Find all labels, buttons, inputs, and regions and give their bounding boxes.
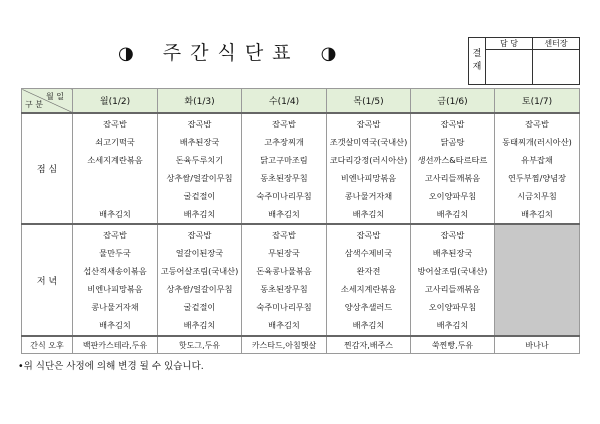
menu-item: 방어살조림(국내산): [417, 266, 488, 276]
menu-item: 쇠고기떡국: [95, 137, 135, 147]
menu-item: 배추김치: [99, 320, 131, 330]
dinner-cell: [158, 224, 242, 336]
menu-item: 돈육콩나물볶음: [256, 266, 312, 276]
menu-item: 양상추샐러드: [344, 302, 393, 312]
dinner-row: [22, 224, 580, 336]
day-header: 월(1/2): [73, 89, 158, 114]
menu-table: [21, 88, 580, 354]
approval-sign-staff[interactable]: [486, 50, 533, 85]
menu-item: 섭산적새송이볶음: [83, 266, 147, 276]
menu-item: 숙주미나리무침: [256, 191, 312, 201]
menu-item: 배추김치: [352, 209, 385, 219]
menu-item: 배추김치: [521, 209, 553, 219]
lunch-cell: [242, 113, 327, 224]
menu-item: 삼색수제비국: [344, 248, 393, 258]
snack-cell: 카스타드,아침햇살: [242, 336, 327, 354]
menu-item: 잡곡밥: [356, 230, 381, 240]
menu-item: 배추김치: [183, 320, 216, 330]
menu-item: 연두부찜/양념장: [507, 173, 567, 183]
menu-item: 배추된장국: [179, 137, 220, 147]
menu-item: 콩나물거자채: [344, 191, 393, 201]
lunch-cell: [411, 113, 495, 224]
menu-item: 잡곡밥: [103, 119, 127, 129]
menu-item: 고사리들깨볶음: [424, 284, 481, 294]
snack-cell: 백판카스테라,두유: [73, 336, 158, 354]
approval-label: 결재: [469, 38, 486, 85]
snack-cell: 쑥찐빵,두유: [411, 336, 495, 354]
menu-item: 굴겉절이: [183, 191, 216, 201]
menu-item: 배추김치: [268, 320, 300, 330]
menu-item: 소세지계란볶음: [87, 155, 143, 165]
lunch-cell: [73, 113, 158, 224]
corner-top-label: 월 일: [46, 92, 64, 101]
menu-item: 상추쌈/얼갈이무침: [166, 284, 233, 294]
day-header: 토(1/7): [495, 89, 580, 114]
menu-item: 잡곡밥: [272, 119, 296, 129]
dinner-cell: [73, 224, 158, 336]
menu-item: 오이양파무침: [428, 191, 477, 201]
lunch-row: [22, 113, 580, 224]
title-text: 주간식단표: [162, 42, 300, 64]
menu-item: 잡곡밥: [187, 230, 212, 240]
menu-item: 배추김치: [352, 320, 385, 330]
menu-item: 잡곡밥: [356, 119, 381, 129]
day-header: 수(1/4): [242, 89, 327, 114]
menu-item: 무된장국: [268, 248, 300, 258]
menu-item: 완자전: [356, 266, 381, 276]
menu-item: 잡곡밥: [440, 119, 465, 129]
menu-item: 코다리강정(러시아산): [329, 155, 408, 165]
lunch-cell: [327, 113, 411, 224]
snack-cell: 바나나: [495, 336, 580, 354]
menu-item: 동초된장무침: [260, 173, 308, 183]
menu-item: 배추김치: [436, 209, 469, 219]
corner-bottom-label: 구 분: [25, 100, 43, 109]
approval-header-director: 센터장: [533, 38, 580, 50]
menu-item: 굴겉절이: [183, 302, 216, 312]
snack-row: [22, 336, 580, 354]
day-header: 목(1/5): [327, 89, 411, 114]
dinner-label: 저 녁: [22, 224, 73, 336]
snack-label: 간식 오후: [22, 336, 73, 354]
empty-cell: [495, 224, 580, 336]
dinner-cell: [242, 224, 327, 336]
lunch-cell: [495, 113, 580, 224]
lunch-cell: [158, 113, 242, 224]
menu-item: 배추김치: [183, 209, 216, 219]
menu-item: 유부잡채: [521, 155, 553, 165]
menu-item: 잡곡밥: [103, 230, 127, 240]
menu-item: 생선까스&타르타르: [417, 155, 488, 165]
day-header: 화(1/3): [158, 89, 242, 114]
approval-box: [468, 37, 580, 85]
half-circle-icon: ◑: [118, 43, 134, 64]
menu-item: 콩나물거자채: [91, 302, 139, 312]
menu-item: 돈육두루치기: [175, 155, 224, 165]
menu-item: 소세지계란볶음: [340, 284, 397, 294]
dinner-cell: [411, 224, 495, 336]
menu-item: 시금치무침: [517, 191, 557, 201]
menu-item: 잡곡밥: [440, 230, 465, 240]
menu-item: 고사리들깨볶음: [424, 173, 481, 183]
menu-item: 배추된장국: [432, 248, 473, 258]
approval-header-staff: 담 당: [486, 38, 533, 50]
menu-item: 배추김치: [99, 209, 131, 219]
menu-item: 잡곡밥: [187, 119, 212, 129]
menu-item: 비엔나피망볶음: [340, 173, 397, 183]
menu-item: 상추쌈/얼갈이무침: [166, 173, 233, 183]
dinner-cell: [327, 224, 411, 336]
menu-item: 조갯살미역국(국내산): [329, 137, 408, 147]
corner-header: [22, 89, 73, 114]
menu-item: 얼갈이된장국: [175, 248, 224, 258]
menu-item: 배추김치: [436, 320, 469, 330]
menu-item: [73, 169, 157, 187]
menu-item: [73, 187, 157, 205]
menu-item: 고추장찌개: [264, 137, 304, 147]
menu-item: 물만두국: [99, 248, 131, 258]
menu-item: 잡곡밥: [272, 230, 296, 240]
menu-item: 오이양파무침: [428, 302, 477, 312]
approval-sign-director[interactable]: [533, 50, 580, 85]
menu-item: 잡곡밥: [525, 119, 549, 129]
snack-cell: 핫도그,두유: [158, 336, 242, 354]
menu-item: 닭곰탕: [440, 137, 465, 147]
menu-item: 동태찌개(러시아산): [502, 137, 572, 147]
half-circle-icon: ◑: [320, 43, 337, 64]
menu-item: 배추김치: [268, 209, 300, 219]
day-header: 금(1/6): [411, 89, 495, 114]
menu-item: 고등어살조림(국내산): [160, 266, 239, 276]
menu-item: 동초된장무침: [260, 284, 308, 294]
menu-item: 닭고구마조림: [260, 155, 308, 165]
lunch-label: 점 심: [22, 113, 73, 224]
footnote: •위 식단은 사정에 의해 변경 될 수 있습니다.: [18, 361, 204, 372]
snack-cell: 찐감자,배주스: [327, 336, 411, 354]
page-title: [118, 38, 388, 65]
menu-item: 숙주미나리무침: [256, 302, 312, 312]
menu-item: 비엔나피망볶음: [87, 284, 143, 294]
